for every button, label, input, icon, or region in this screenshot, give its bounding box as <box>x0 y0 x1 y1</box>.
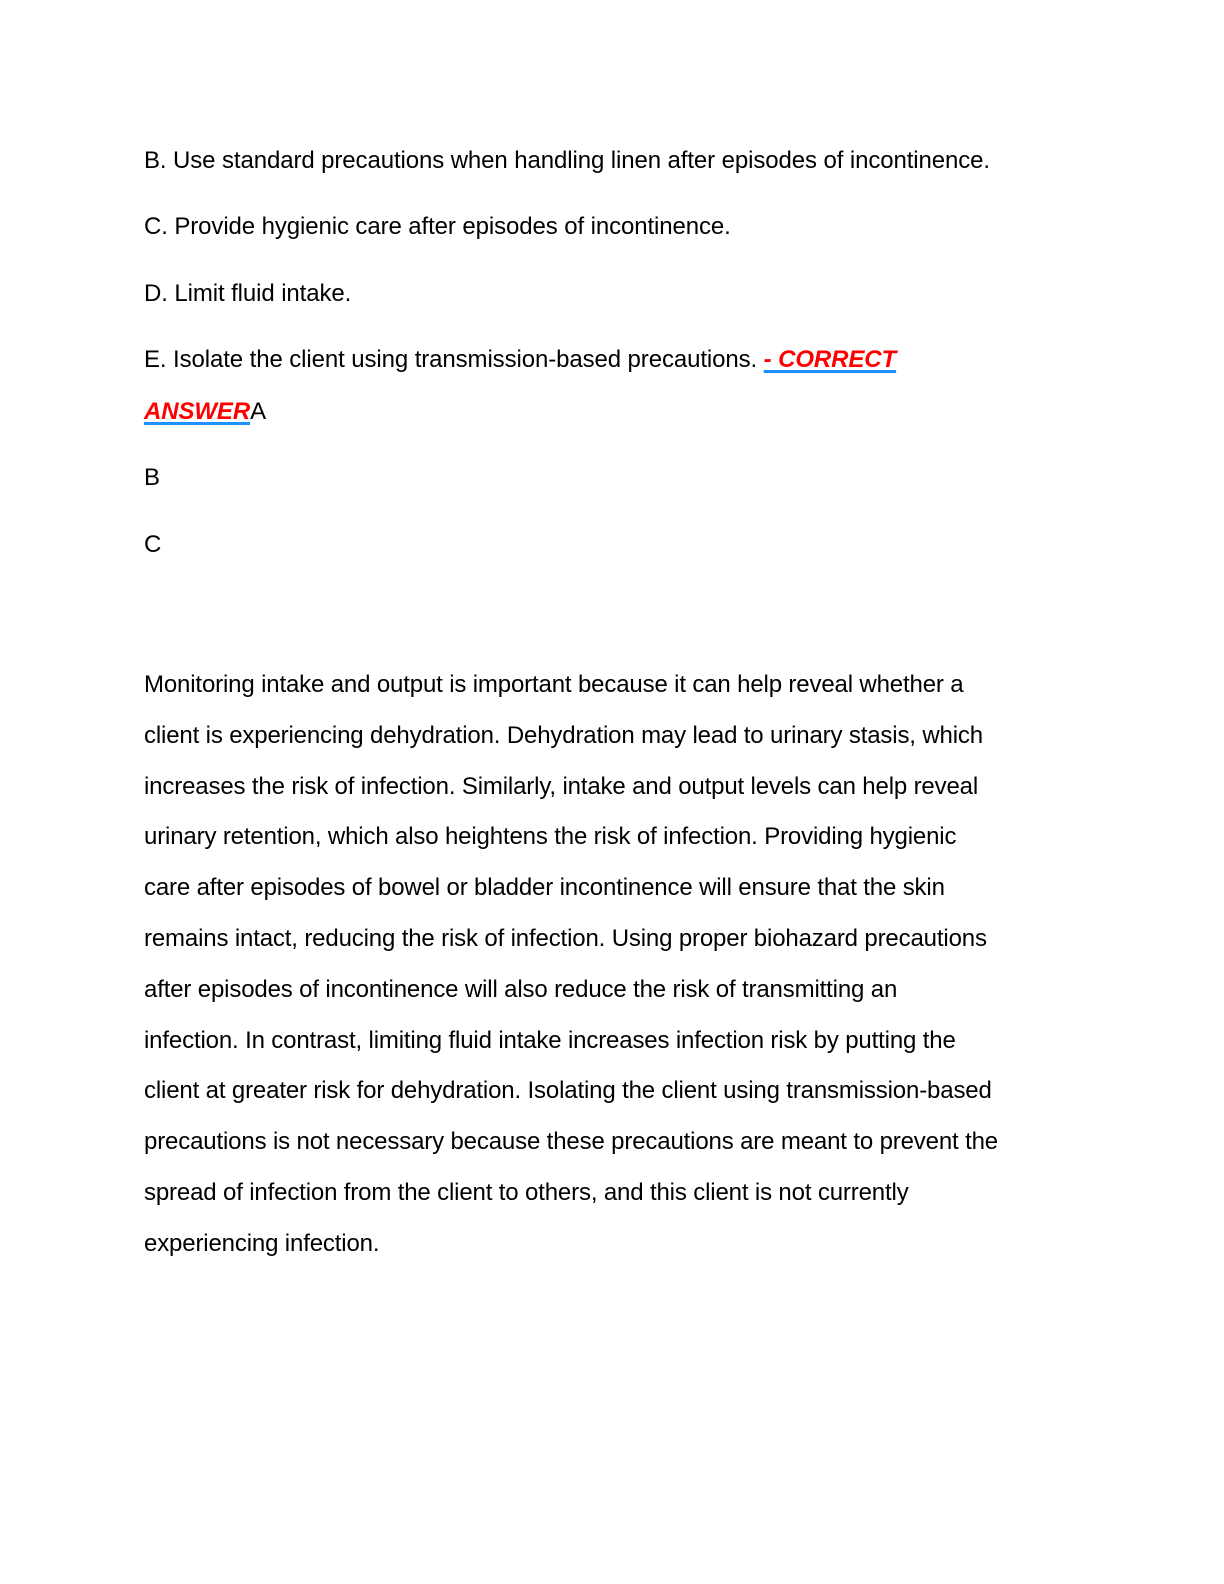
option-c: C. Provide hygienic care after episodes of incontinence. <box>144 213 731 240</box>
option-e <box>144 345 896 375</box>
rationale-line: precautions is not necessary because these precautions are meant to prevent the <box>144 1128 999 1156</box>
option-b: B. Use standard precautions when handling linen after episodes of incontinence. <box>144 147 990 174</box>
rationale-line: experiencing infection. <box>144 1229 380 1257</box>
rationale-line: spread of infection from the client to others, and this client is not currently <box>144 1178 909 1206</box>
answer-c: C <box>144 531 162 558</box>
rationale-line: client at greater risk for dehydration. Isolating the client using transmission-based <box>144 1077 992 1105</box>
rationale-line: infection. In contrast, limiting fluid intake increases infection risk by putting the <box>144 1026 956 1054</box>
correct-answer-label-part1: - CORRECT <box>763 346 897 373</box>
rationale-line: care after episodes of bowel or bladder incontinence will ensure that the skin <box>144 874 945 902</box>
option-e-text: E. Isolate the client using transmission-based precautions. <box>144 346 764 373</box>
correct-answer-label-part2: ANSWER <box>144 398 251 425</box>
rationale-line: remains intact, reducing the risk of infection. Using proper biohazard precautions <box>144 924 987 952</box>
rationale-line: after episodes of incontinence will also reduce the risk of transmitting an <box>144 975 898 1003</box>
rationale-line: Monitoring intake and output is important because it can help reveal whether a <box>144 671 964 698</box>
rationale-paragraph <box>144 660 1084 1270</box>
answer-b: B <box>144 464 160 491</box>
document-page <box>144 0 1084 1584</box>
rationale-line: urinary retention, which also heightens the risk of infection. Providing hygienic <box>144 823 957 851</box>
option-d: D. Limit fluid intake. <box>144 280 352 307</box>
answer-line-a <box>144 397 266 427</box>
answer-a: A <box>250 398 266 425</box>
rationale-line: client is experiencing dehydration. Dehydration may lead to urinary stasis, which <box>144 721 983 749</box>
rationale-line: increases the risk of infection. Similarly, intake and output levels can help reveal <box>144 772 979 800</box>
